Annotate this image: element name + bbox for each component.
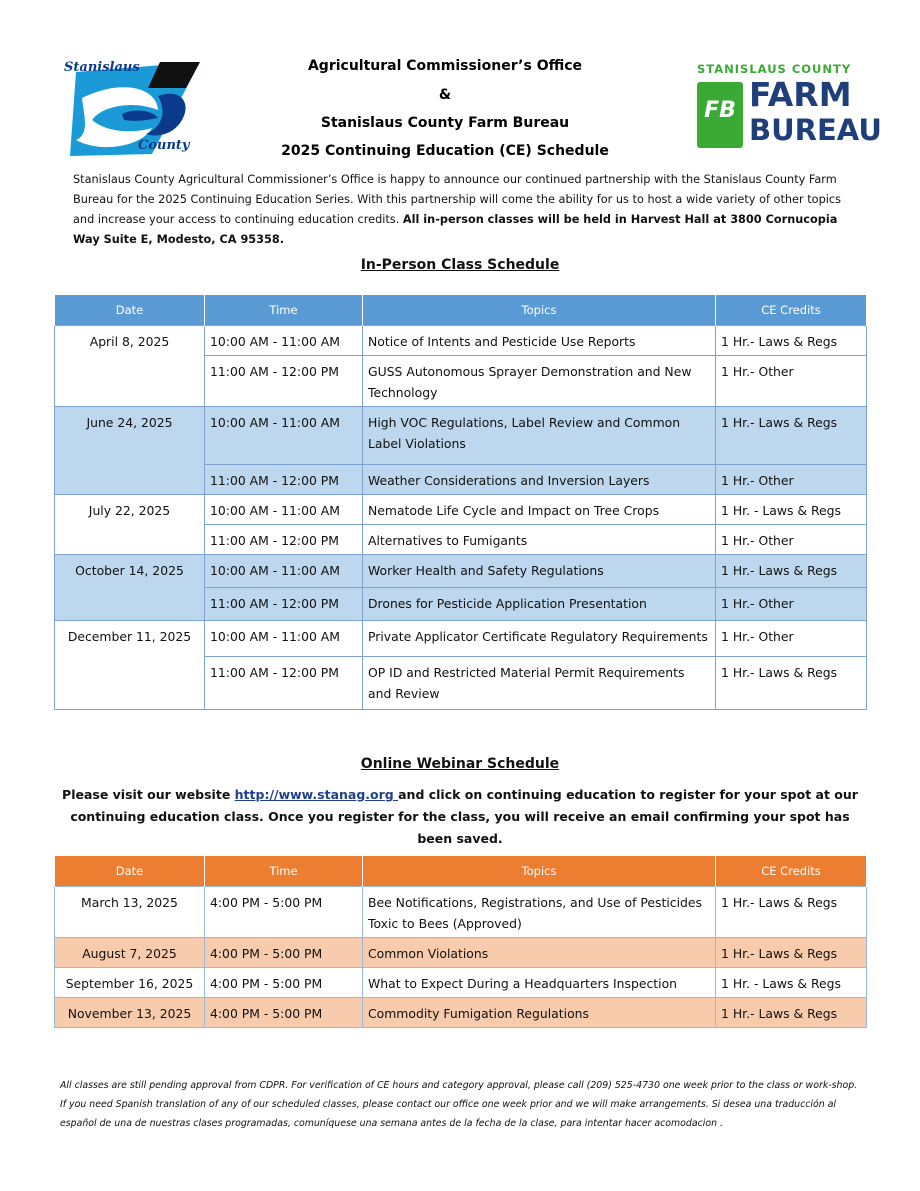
table-header-row	[55, 856, 867, 887]
credits-cell: 1 Hr.- Laws & Regs	[716, 887, 867, 938]
time-cell: 4:00 PM - 5:00 PM	[205, 998, 363, 1028]
table-row	[55, 495, 867, 525]
webinar-schedule-table	[54, 856, 867, 1028]
time-cell: 10:00 AM - 11:00 AM	[205, 407, 363, 465]
intro-paragraph	[73, 170, 859, 250]
header-line-1: Agricultural Commissioner’s Office	[307, 58, 583, 74]
farm-bureau-badge	[697, 82, 743, 148]
credits-cell: 1 Hr.- Other	[716, 588, 867, 621]
topic-cell: Alternatives to Fumigants	[363, 525, 716, 555]
topic-cell: Notice of Intents and Pesticide Use Reports	[363, 326, 716, 356]
credits-cell: 1 Hr. - Laws & Regs	[716, 495, 867, 525]
farm-bureau-county-text: STANISLAUS COUNTY	[697, 62, 852, 76]
credits-cell: 1 Hr.- Other	[716, 356, 867, 407]
time-cell: 4:00 PM - 5:00 PM	[205, 968, 363, 998]
topic-cell: What to Expect During a Headquarters Inspection	[363, 968, 716, 998]
topic-cell: High VOC Regulations, Label Review and Common Label Violations	[363, 407, 716, 465]
time-cell: 11:00 AM - 12:00 PM	[205, 588, 363, 621]
date-cell: November 13, 2025	[55, 998, 205, 1028]
time-cell: 10:00 AM - 11:00 AM	[205, 621, 363, 657]
topic-cell: GUSS Autonomous Sprayer Demonstration and New Technology	[363, 356, 716, 407]
topic-cell: Commodity Fumigation Regulations	[363, 998, 716, 1028]
table-header-row	[55, 295, 867, 326]
table-row	[55, 326, 867, 356]
time-cell: 4:00 PM - 5:00 PM	[205, 938, 363, 968]
topic-cell: OP ID and Restricted Material Permit Requirements and Review	[363, 657, 716, 710]
county-logo-bottom-text: County	[138, 138, 190, 153]
farm-bureau-logo	[697, 62, 882, 154]
table-row	[55, 407, 867, 465]
credits-cell: 1 Hr. - Laws & Regs	[716, 968, 867, 998]
webinar-instructions	[60, 784, 860, 850]
time-cell: 11:00 AM - 12:00 PM	[205, 465, 363, 495]
topic-cell: Bee Notifications, Registrations, and Use of Pesticides Toxic to Bees (Approved)	[363, 887, 716, 938]
time-cell: 10:00 AM - 11:00 AM	[205, 555, 363, 588]
date-cell: August 7, 2025	[55, 938, 205, 968]
time-cell: 10:00 AM - 11:00 AM	[205, 495, 363, 525]
col-header-time: Time	[205, 295, 363, 326]
webinar-title: Online Webinar Schedule	[360, 756, 560, 772]
col-header-topics: Topics	[363, 856, 716, 887]
credits-cell: 1 Hr.- Laws & Regs	[716, 407, 867, 465]
footnote: All classes are still pending approval from CDPR. For verification of CE hours and category approval, please call (209) 525-4730 one week prior to the class or work-shop. If you need Spanish translation of any of our scheduled classes, please contact our office one week prior and we will make arrangements. Si desea una traducción al español de una de nuestras clases programadas, comuníquese una semana antes de la fecha de la clase, para intentar hacer acomodacion .	[60, 1080, 858, 1129]
credits-cell: 1 Hr.- Laws & Regs	[716, 998, 867, 1028]
in-person-schedule-table	[54, 295, 867, 710]
table-row	[55, 968, 867, 998]
date-cell: September 16, 2025	[55, 968, 205, 998]
col-header-date: Date	[55, 856, 205, 887]
webinar-text-before: Please visit our website	[62, 787, 235, 802]
farm-bureau-word-bureau: BUREAU	[749, 113, 882, 147]
credits-cell: 1 Hr.- Laws & Regs	[716, 555, 867, 588]
date-cell: April 8, 2025	[55, 326, 205, 407]
credits-cell: 1 Hr.- Laws & Regs	[716, 326, 867, 356]
table-row	[55, 887, 867, 938]
date-cell: July 22, 2025	[55, 495, 205, 555]
table-row	[55, 998, 867, 1028]
credits-cell: 1 Hr.- Laws & Regs	[716, 657, 867, 710]
credits-cell: 1 Hr.- Laws & Regs	[716, 938, 867, 968]
col-header-credits: CE Credits	[716, 856, 867, 887]
credits-cell: 1 Hr.- Other	[716, 525, 867, 555]
header-line-4: 2025 Continuing Education (CE) Schedule	[281, 143, 609, 159]
col-header-credits: CE Credits	[716, 295, 867, 326]
table-row	[55, 938, 867, 968]
credits-cell: 1 Hr.- Other	[716, 621, 867, 657]
time-cell: 11:00 AM - 12:00 PM	[205, 525, 363, 555]
date-cell: June 24, 2025	[55, 407, 205, 495]
header-line-3: Stanislaus County Farm Bureau	[320, 115, 570, 131]
time-cell: 4:00 PM - 5:00 PM	[205, 887, 363, 938]
topic-cell: Weather Considerations and Inversion Layers	[363, 465, 716, 495]
date-cell: October 14, 2025	[55, 555, 205, 621]
webinar-text-after: and click on continuing education to register for your spot at our continuing education class. Once you register for the class, you will receive an email confirming your spot has been saved.	[70, 787, 858, 846]
topic-cell: Common Violations	[363, 938, 716, 968]
topic-cell: Worker Health and Safety Regulations	[363, 555, 716, 588]
topic-cell: Nematode Life Cycle and Impact on Tree Crops	[363, 495, 716, 525]
table-row	[55, 621, 867, 657]
in-person-title: In-Person Class Schedule	[360, 257, 560, 273]
farm-bureau-word-farm: FARM	[749, 75, 852, 114]
topic-cell: Drones for Pesticide Application Presentation	[363, 588, 716, 621]
table-row	[55, 555, 867, 588]
stanislaus-county-logo	[62, 58, 204, 160]
intro-text: Stanislaus County Agricultural Commissioner’s Office is happy to announce our continued partnership with the Stanislaus County Farm Bureau for the 2025 Continuing Education Series. With this partnership will come the ability for us to host a wide variety of other topics and increase your access to continuing education credits.	[73, 173, 841, 226]
col-header-date: Date	[55, 295, 205, 326]
date-cell: March 13, 2025	[55, 887, 205, 938]
county-logo-top-text: Stanislaus	[64, 60, 140, 75]
intro-location: All in-person classes will be held in Harvest Hall at 3800 Cornucopia Way Suite E, Modesto, CA 95358.	[73, 213, 838, 246]
header-line-2: &	[438, 87, 452, 103]
time-cell: 11:00 AM - 12:00 PM	[205, 356, 363, 407]
time-cell: 11:00 AM - 12:00 PM	[205, 657, 363, 710]
website-link[interactable]: http://www.stanag.org	[234, 787, 399, 802]
time-cell: 10:00 AM - 11:00 AM	[205, 326, 363, 356]
farm-bureau-badge-letters: FB	[704, 98, 736, 123]
col-header-time: Time	[205, 856, 363, 887]
col-header-topics: Topics	[363, 295, 716, 326]
date-cell: December 11, 2025	[55, 621, 205, 710]
topic-cell: Private Applicator Certificate Regulatory Requirements	[363, 621, 716, 657]
credits-cell: 1 Hr.- Other	[716, 465, 867, 495]
